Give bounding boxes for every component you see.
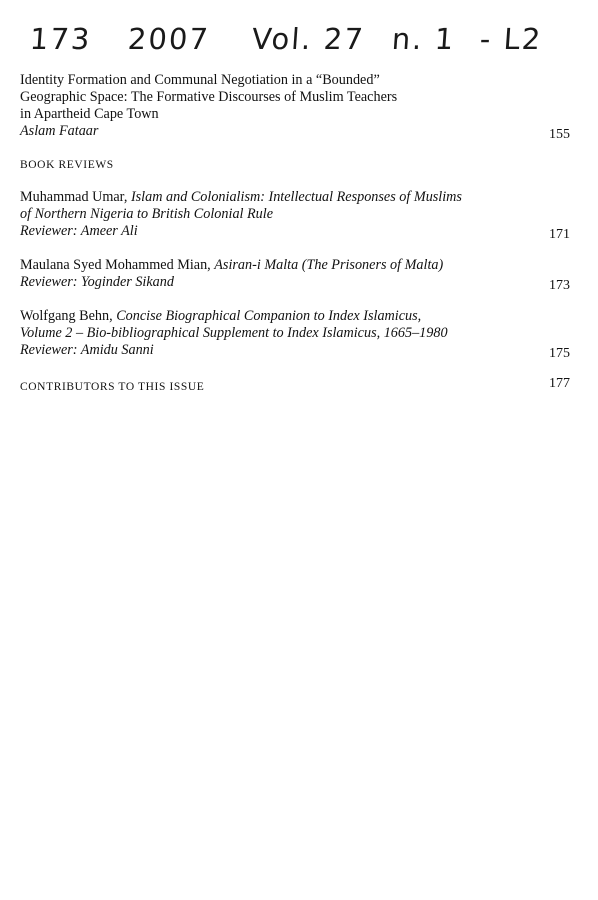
section-heading-book-reviews: BOOK REVIEWS	[20, 159, 114, 171]
page-number: 171	[549, 227, 570, 242]
page-number: 175	[549, 346, 570, 361]
review-title: Concise Biographical Companion to Index Islamicus,	[116, 308, 422, 324]
review-title: Islam and Colonialism: Intellectual Responses of Muslims	[130, 189, 462, 205]
page-number: 177	[549, 376, 570, 391]
review-entry	[20, 308, 570, 359]
handwritten-issue: n. 1	[390, 22, 457, 56]
article-entry	[20, 72, 570, 140]
handwritten-number: 173	[28, 22, 93, 56]
review-title-cont: of Northern Nigeria to British Colonial Rule	[20, 206, 274, 222]
handwritten-volume: Vol. 27	[250, 22, 366, 56]
handwritten-code: - L2	[478, 22, 544, 56]
reviewer-name: Reviewer: Amidu Sanni	[20, 342, 154, 358]
contributors-label: CONTRIBUTORS TO THIS ISSUE	[20, 381, 205, 393]
article-title-line: Geographic Space: The Formative Discourses of Muslim Teachers	[20, 89, 398, 105]
handwritten-annotation	[30, 22, 570, 66]
reviewer-name: Reviewer: Yoginder Sikand	[20, 274, 174, 290]
handwritten-year: 2007	[126, 22, 212, 56]
page-number: 155	[549, 127, 570, 142]
review-title: Asiran-i Malta (The Prisoners of Malta)	[214, 257, 444, 273]
review-title-cont: Volume 2 – Bio-bibliographical Supplement to Index Islamicus, 1665–1980	[20, 325, 448, 341]
review-entry	[20, 189, 570, 240]
reviewer-name: Reviewer: Ameer Ali	[20, 223, 138, 239]
page-number: 173	[549, 278, 570, 293]
article-title-line: Identity Formation and Communal Negotiation in a “Bounded”	[20, 72, 380, 88]
contributors-entry	[20, 377, 570, 395]
review-entry	[20, 257, 570, 291]
article-author: Aslam Fataar	[20, 123, 99, 139]
review-author: Maulana Syed Mohammed Mian,	[20, 257, 215, 273]
article-title-line: in Apartheid Cape Town	[20, 106, 159, 122]
review-author: Muhammad Umar,	[20, 189, 131, 205]
review-author: Wolfgang Behn,	[20, 308, 117, 324]
table-of-contents	[20, 72, 570, 395]
